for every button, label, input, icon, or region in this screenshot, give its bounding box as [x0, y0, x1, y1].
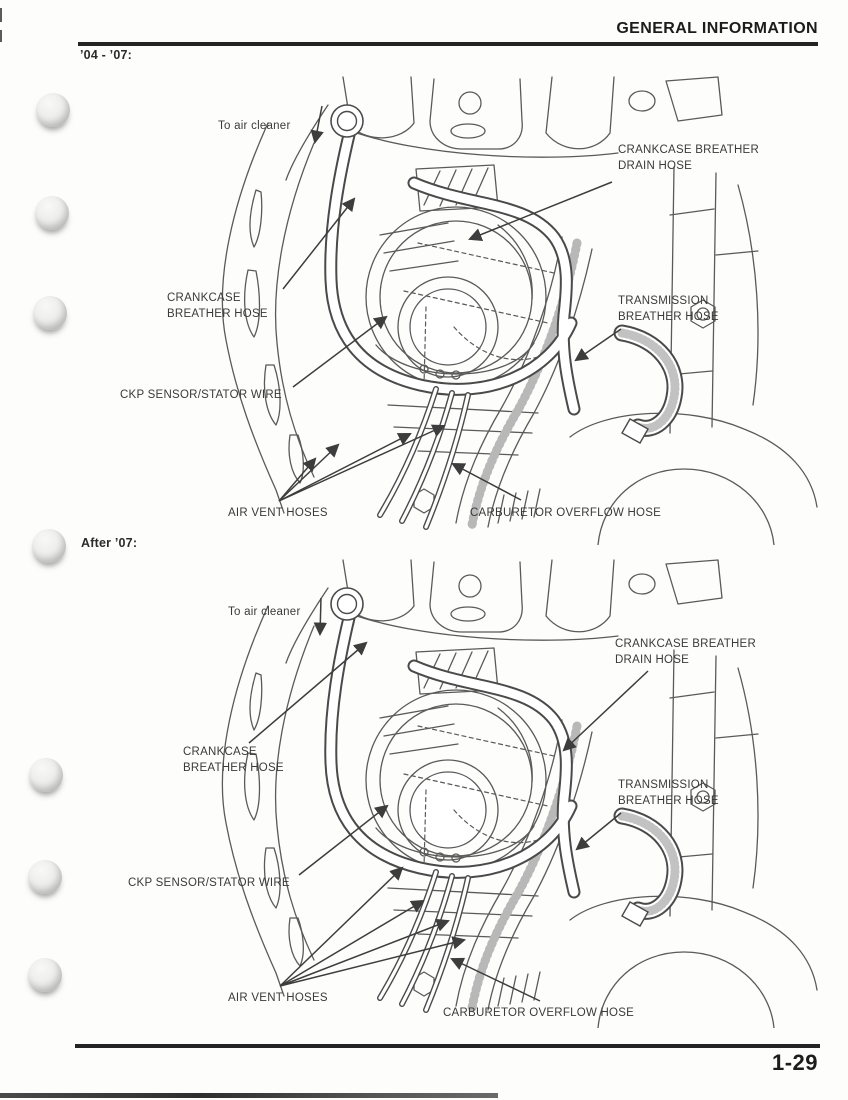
crankcase-breather-hose-leader	[283, 199, 354, 289]
air-vent-hoses-leader	[280, 901, 423, 986]
label-ckp-sensor-stator-wire: CKP SENSOR/STATOR WIRE	[120, 389, 282, 401]
air-vent-hoses-leader	[280, 868, 402, 986]
transmission-breather-hose-leader	[576, 329, 621, 360]
crankcase-drain-hose-leader	[564, 671, 648, 750]
label-to-air-cleaner: To air cleaner	[228, 606, 301, 618]
page-title: GENERAL INFORMATION	[616, 20, 818, 37]
diagram-after-07	[222, 560, 817, 1028]
air-vent-hoses-leader	[279, 445, 338, 501]
label-crankcase-breather-hose: CRANKCASE BREATHER HOSE	[183, 746, 284, 774]
air-vent-hoses-leader	[279, 459, 315, 501]
footer-rule	[75, 1044, 820, 1048]
label-air-vent-hoses: AIR VENT HOSES	[228, 507, 328, 519]
crankcase-breather-hose-leader	[249, 643, 366, 743]
label-crankcase-breather-hose: CRANKCASE BREATHER HOSE	[167, 292, 268, 320]
label-crankcase-breather-drain-hose: CRANKCASE BREATHER DRAIN HOSE	[618, 144, 760, 172]
label-ckp-sensor-stator-wire: CKP SENSOR/STATOR WIRE	[128, 877, 290, 889]
label-crankcase-breather-drain-hose: CRANKCASE BREATHER DRAIN HOSE	[615, 638, 757, 666]
label-transmission-breather-hose: TRANSMISSION BREATHER HOSE	[618, 295, 719, 323]
label-to-air-cleaner: To air cleaner	[218, 120, 291, 132]
to-air-cleaner-arrow	[320, 598, 321, 634]
page-number: 1-29	[771, 1050, 818, 1075]
label-carburetor-overflow-hose: CARBURETOR OVERFLOW HOSE	[443, 1007, 635, 1019]
model-years-heading-04-07: ’04 - ’07:	[80, 48, 133, 62]
label-carburetor-overflow-hose: CARBURETOR OVERFLOW HOSE	[470, 507, 662, 519]
transmission-breather-hose-leader	[577, 813, 621, 849]
label-air-vent-hoses: AIR VENT HOSES	[228, 992, 328, 1004]
model-years-heading-after-07: After ’07:	[81, 536, 138, 550]
label-transmission-breather-hose: TRANSMISSION BREATHER HOSE	[618, 779, 719, 807]
